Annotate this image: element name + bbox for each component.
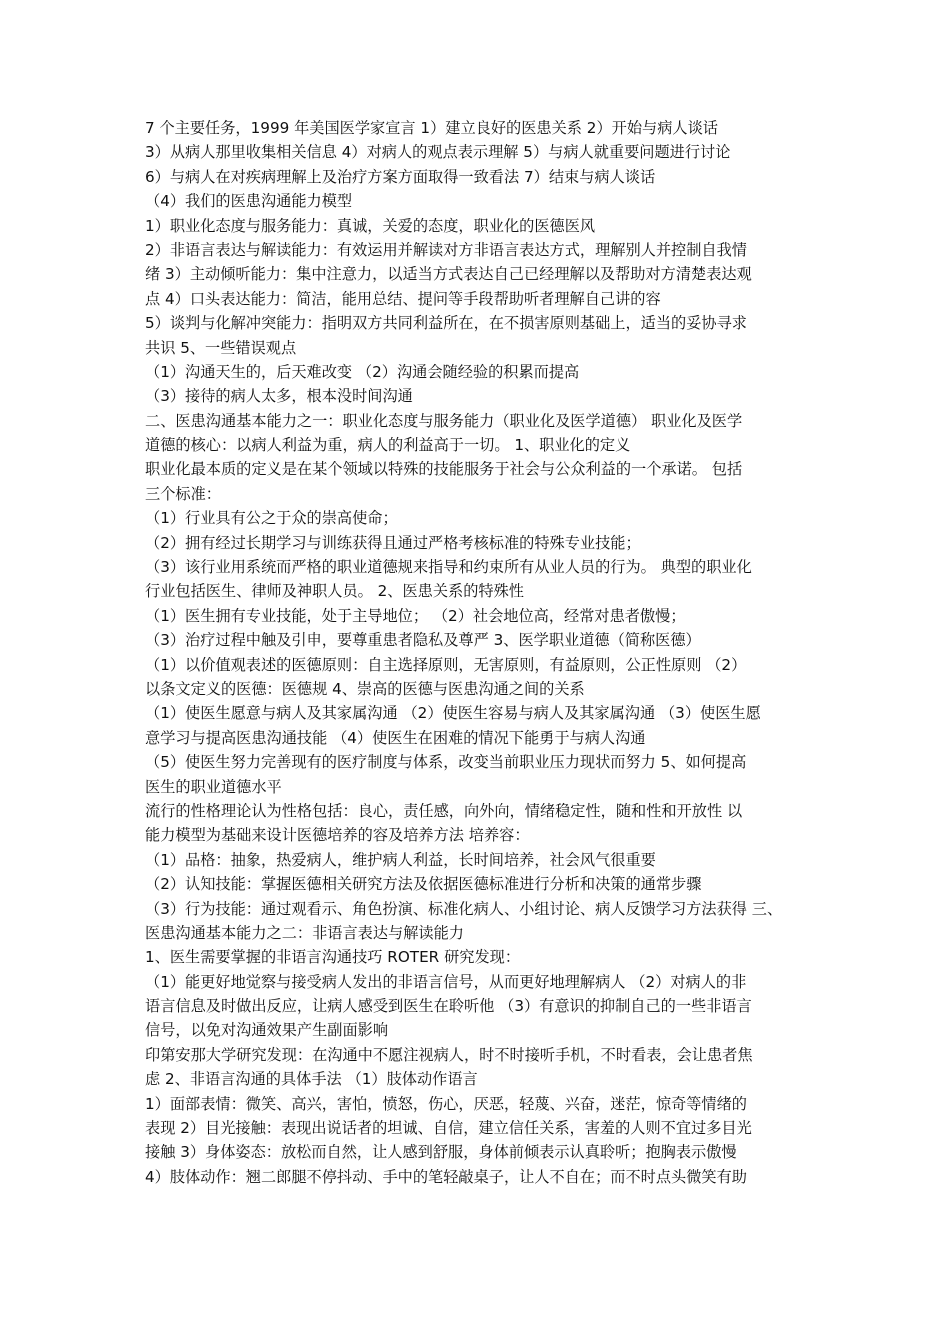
text-line: 3）从病人那里收集相关信息 4）对病人的观点表示理解 5）与病人就重要问题进行讨论 [145,143,731,162]
text-line: 印第安那大学研究发现：在沟通中不愿注视病人，时不时接听手机，不时看表，会让患者焦 [145,1045,753,1064]
text-line: （1）能更好地觉察与接受病人发出的非语言信号，从而更好地理解病人 （2）对病人的非 [145,972,747,991]
text-line: （1）行业具有公之于众的崇高使命； [145,509,398,528]
text-line: 7 个主要任务，1999 年美国医学家宣言 1）建立良好的医患关系 2）开始与病人谈话 [145,119,718,137]
text-line: 1）面部表情：微笑、高兴，害怕，愤怒，伤心，厌恶，轻蔑、兴奋，迷茫，惊奇等情绪的 [145,1094,747,1113]
text-line: （2）认知技能：掌握医德相关研究方法及依据医德标准进行分析和决策的通常步骤 [145,875,702,894]
text-line: （1）使医生愿意与病人及其家属沟通 （2）使医生容易与病人及其家属沟通 （3）使医生愿 [145,704,761,723]
text-line: 共识 5、一些错误观点 [145,338,297,357]
text-line: （3）行为技能：通过观看示、角色扮演、标准化病人、小组讨论、病人反馈学习方法获得 三、 [145,899,783,918]
text-line: 点 4）口头表达能力：简洁，能用总结、提问等手段帮助听者理解自己讲的容 [145,289,661,308]
text-line: （3）接待的病人太多，根本没时间沟通 [145,387,413,406]
text-line: （3）该行业用系统而严格的职业道德规来指导和约束所有从业人员的行为。 典型的职业化 [145,558,752,577]
text-line: 行业包括医生、律师及神职人员。 2、医患关系的特殊性 [145,582,524,601]
text-line: 虑 2、非语言沟通的具体手法 （1）肢体动作语言 [145,1070,478,1089]
text-line: 信号，以免对沟通效果产生副面影响 [145,1021,388,1040]
text-line: 流行的性格理论认为性格包括：良心，责任感，向外向，情绪稳定性，随和性和开放性 以 [145,801,743,820]
text-line: 5）谈判与化解冲突能力：指明双方共同利益所在，在不损害原则基础上，适当的妥协寻求 [145,314,747,333]
text-line: （3）治疗过程中触及引申，要尊重患者隐私及尊严 3、医学职业道德（简称医德） [145,631,701,650]
text-line: 2）非语言表达与解读能力：有效运用并解读对方非语言表达方式，理解别人并控制自我情 [145,240,747,259]
text-line: 三个标准： [145,484,221,503]
document-page [145,116,810,1189]
text-line: 1）职业化态度与服务能力：真诚，关爱的态度，职业化的医德医风 [145,216,596,235]
text-line: （1）以价值观表述的医德原则：自主选择原则，无害原则，有益原则，公正性原则 （2） [145,655,747,674]
text-line: （5）使医生努力完善现有的医疗制度与体系，改变当前职业压力现状而努力 5、如何提高 [145,753,747,772]
text-line: （1）品格：抽象，热爱病人，维护病人利益，长时间培养，社会风气很重要 [145,850,656,869]
text-line: 道德的核心：以病人利益为重，病人的利益高于一切。 1、职业化的定义 [145,436,631,455]
text-line: 医生的职业道德水平 [145,777,282,796]
text-line: 以条文定义的医德：医德规 4、崇高的医德与医患沟通之间的关系 [145,679,585,698]
text-line: 二、医患沟通基本能力之一：职业化态度与服务能力（职业化及医学道德） 职业化及医学 [145,411,743,430]
text-line: 1、医生需要掌握的非语言沟通技巧 ROTER 研究发现： [145,948,521,967]
text-line: 表现 2）目光接触：表现出说话者的坦诚、自信，建立信任关系，害羞的人则不宜过多目光 [145,1119,752,1138]
text-line: 职业化最本质的定义是在某个领域以特殊的技能服务于社会与公众利益的一个承诺。 包括 [145,460,743,479]
text-line: 语言信息及时做出反应，让病人感受到医生在聆听他 （3）有意识的抑制自己的一些非语言 [145,997,752,1016]
text-line: （1）沟通天生的，后天难改变 （2）沟通会随经验的积累而提高 [145,362,580,381]
text-line: 医患沟通基本能力之二：非语言表达与解读能力 [145,923,464,942]
text-line: 能力模型为基础来设计医德培养的容及培养方法 培养容： [145,826,530,845]
text-line: 意学习与提高医患沟通技能 （4）使医生在困难的情况下能勇于与病人沟通 [145,728,646,747]
text-line: 4）肢体动作：翘二郎腿不停抖动、手中的笔轻敲桌子，让人不自在；而不时点头微笑有助 [145,1167,747,1186]
text-line: （4）我们的医患沟通能力模型 [145,192,353,211]
text-line: 6）与病人在对疾病理解上及治疗方案方面取得一致看法 7）结束与病人谈话 [145,167,656,186]
text-line: （2）拥有经过长期学习与训练获得且通过严格考核标准的特殊专业技能； [145,533,641,552]
text-line: 绪 3）主动倾听能力：集中注意力，以适当方式表达自己已经理解以及帮助对方清楚表达观 [145,265,752,284]
text-line: 接触 3）身体姿态：放松而自然，让人感到舒服，身体前倾表示认真聆听；抱胸表示傲慢 [145,1143,737,1162]
text-line: （1）医生拥有专业技能，处于主导地位； （2）社会地位高，经常对患者傲慢； [145,606,686,625]
